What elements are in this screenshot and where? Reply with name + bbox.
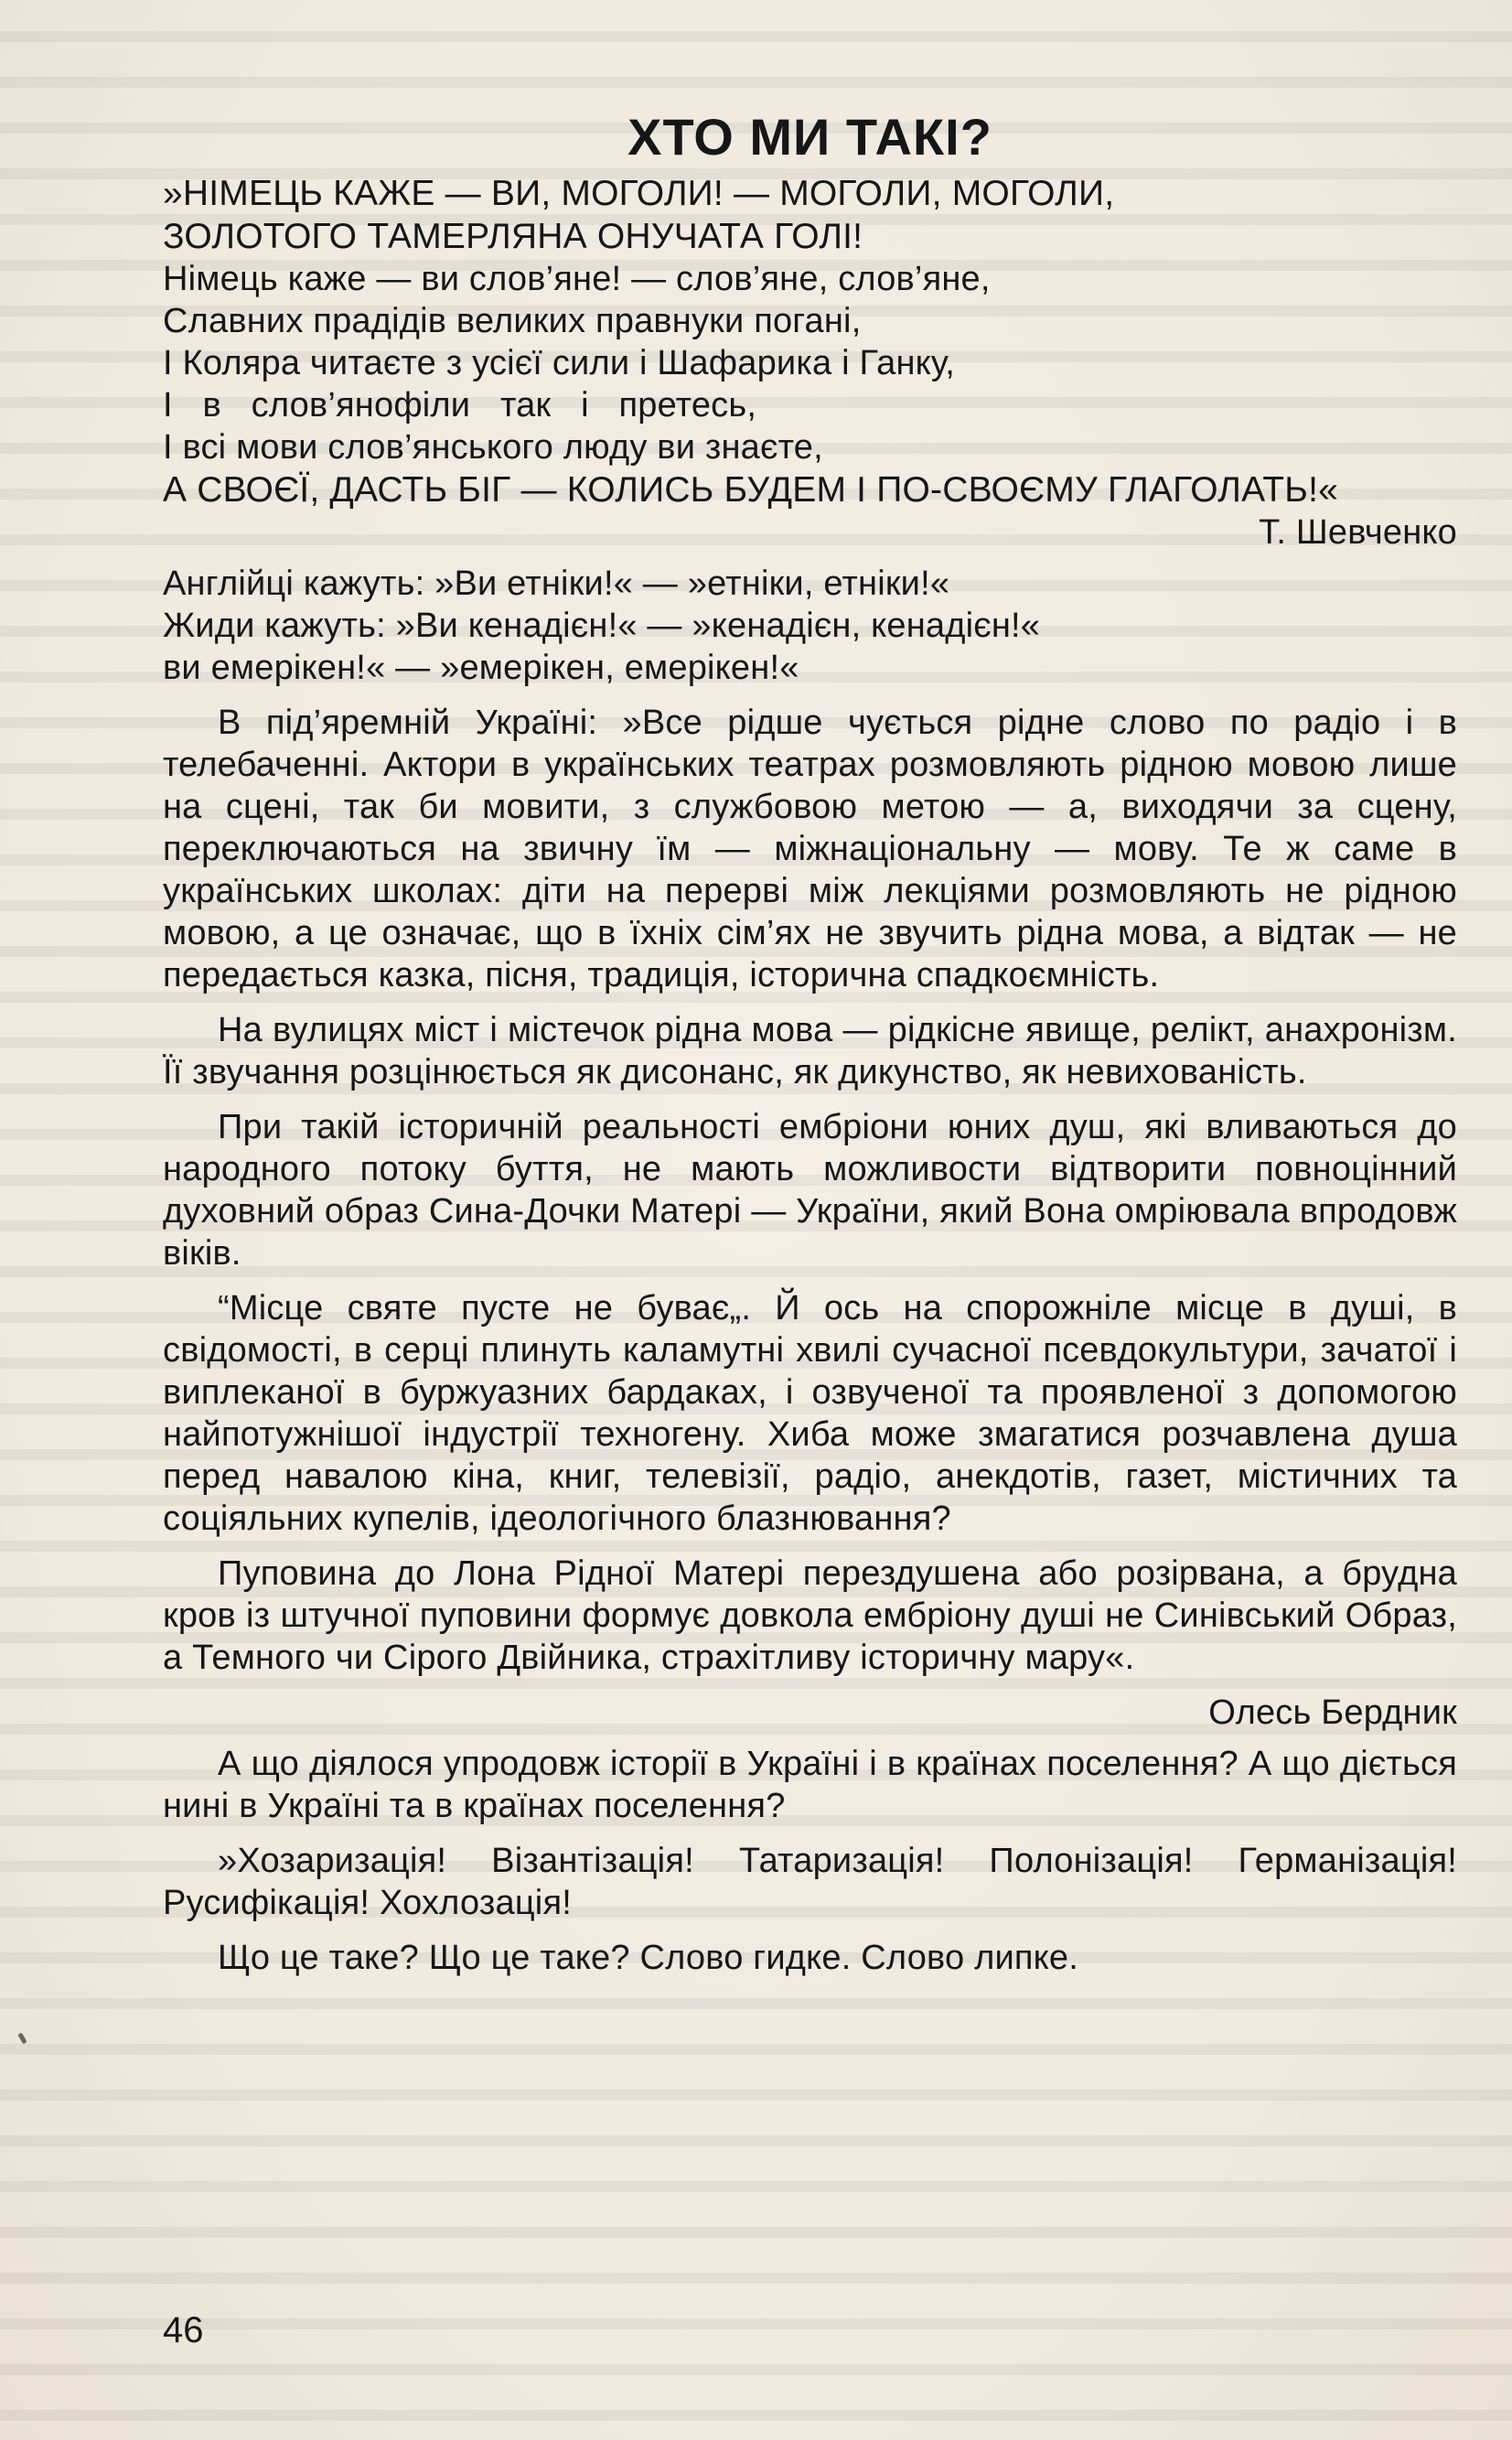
epigraph-caps-line: »НІМЕЦЬ КАЖЕ — ВИ, МОГОЛИ! — МОГОЛИ, МОГОЛИ, <box>163 174 1115 213</box>
epigraph-author: Т. Шевченко <box>1259 513 1457 552</box>
verse-line: Славних прадідів великих правнуки погані, <box>163 302 862 340</box>
jest-line: Жиди кажуть: »Ви кенадієн!« — »кенадієн, кенадієн!« <box>163 607 1041 645</box>
body-paragraph: В під’яремній Україні: »Все рідше чується рідне слово по радіо і в телебаченні. Актори в українських театрах розмовляють рідною мовою лише на сцені, так би мовити, з службовою метою — а, виходячи за сцену, переключаються на звичну їм — міжнаціональну — мову. Те ж саме в українських школах: діти на перерві між лекціями розмовляють не рідною мовою, а це означає, що в їхніх сім’ях не звучить рідна мова, а відтак — не передається казка, пісня, традиція, історична спадкоємність. <box>163 704 1457 994</box>
page-content <box>163 108 1457 1992</box>
page-title: ХТО МИ ТАКІ? <box>627 108 992 166</box>
body-paragraph: Пуповина до Лона Рідної Матері перездушена або розірвана, а брудна кров із штучної пуповини формує довкола ембріону душі не Синівський Образ, а Темного чи Сірого Двійника, страхітливу історичну мару«. <box>163 1554 1457 1677</box>
verse-line: Німець каже — ви слов’яне! — слов’яне, слов’яне, <box>163 260 991 298</box>
body-paragraph: “Місце святе пусте не буває„. Й ось на спорожніле місце в душі, в свідомості, в серці плинуть каламутні хвилі сучасної псевдокультури, зачатої і виплеканої в буржуазних бардаках, і озвученої та проявленої з допомогою найпотужнішої індустрії техногену. Хиба може змагатися розчавлена душа перед навалою кіна, книг, телевізії, радіо, анекдотів, газет, містичних та соціяльних купелів, ідеологічного блазнювання? <box>163 1289 1457 1538</box>
verse-line: І в слов’янофіли так і претесь, <box>163 386 757 425</box>
body-paragraph: »Хозаризація! Візантізація! Татаризація! Полонізація! Германізація! Русифікація! Хохлозація! <box>163 1842 1457 1922</box>
body-paragraph: При такій історичній реальності ембріони юних душ, які вливаються до народного потоку буття, не мають можливости відтворити повноцінний духовний образ Сина-Дочки Матері — України, який Вона омріювала впродовж віків. <box>163 1108 1457 1273</box>
epigraph-verse <box>163 258 1457 468</box>
page-number: 46 <box>163 2310 204 2350</box>
epigraph-caps-ending: А СВОЄЇ, ДАСТЬ БІГ — КОЛИСЬ БУДЕМ І ПО-СВОЄМУ ГЛАГОЛАТЬ!« <box>163 470 1339 510</box>
body-paragraph: А що діялося упродовж історії в Україні і в країнах поселення? А що діється нині в Україні та в країнах поселення? <box>163 1745 1457 1825</box>
epigraph-caps-line: ЗОЛОТОГО ТАМЕРЛЯНА ОНУЧАТА ГОЛІ! <box>163 217 863 256</box>
jest-line: ви емерікен!« — »емерікен, емерікен!« <box>163 649 799 687</box>
jest-block <box>163 563 1457 689</box>
body-paragraph: На вулицях міст і містечок рідна мова — рідкісне явище, релікт, анахронізм. Її звучання розцінюється як дисонанс, як дикунство, як невихованість. <box>163 1011 1457 1091</box>
scan-speck <box>17 2033 27 2045</box>
jest-line: Англійці кажуть: »Ви етніки!« — »етніки, етніки!« <box>163 564 950 603</box>
verse-line: І всі мови слов’янського люду ви знаєте, <box>163 428 823 467</box>
quote-author: Олесь Бердник <box>1208 1693 1457 1732</box>
verse-line: І Коляра читаєте з усієї сили і Шафарика і Ганку, <box>163 344 956 382</box>
body-paragraph: Що це таке? Що це таке? Слово гидке. Слово липке. <box>218 1939 1079 1977</box>
